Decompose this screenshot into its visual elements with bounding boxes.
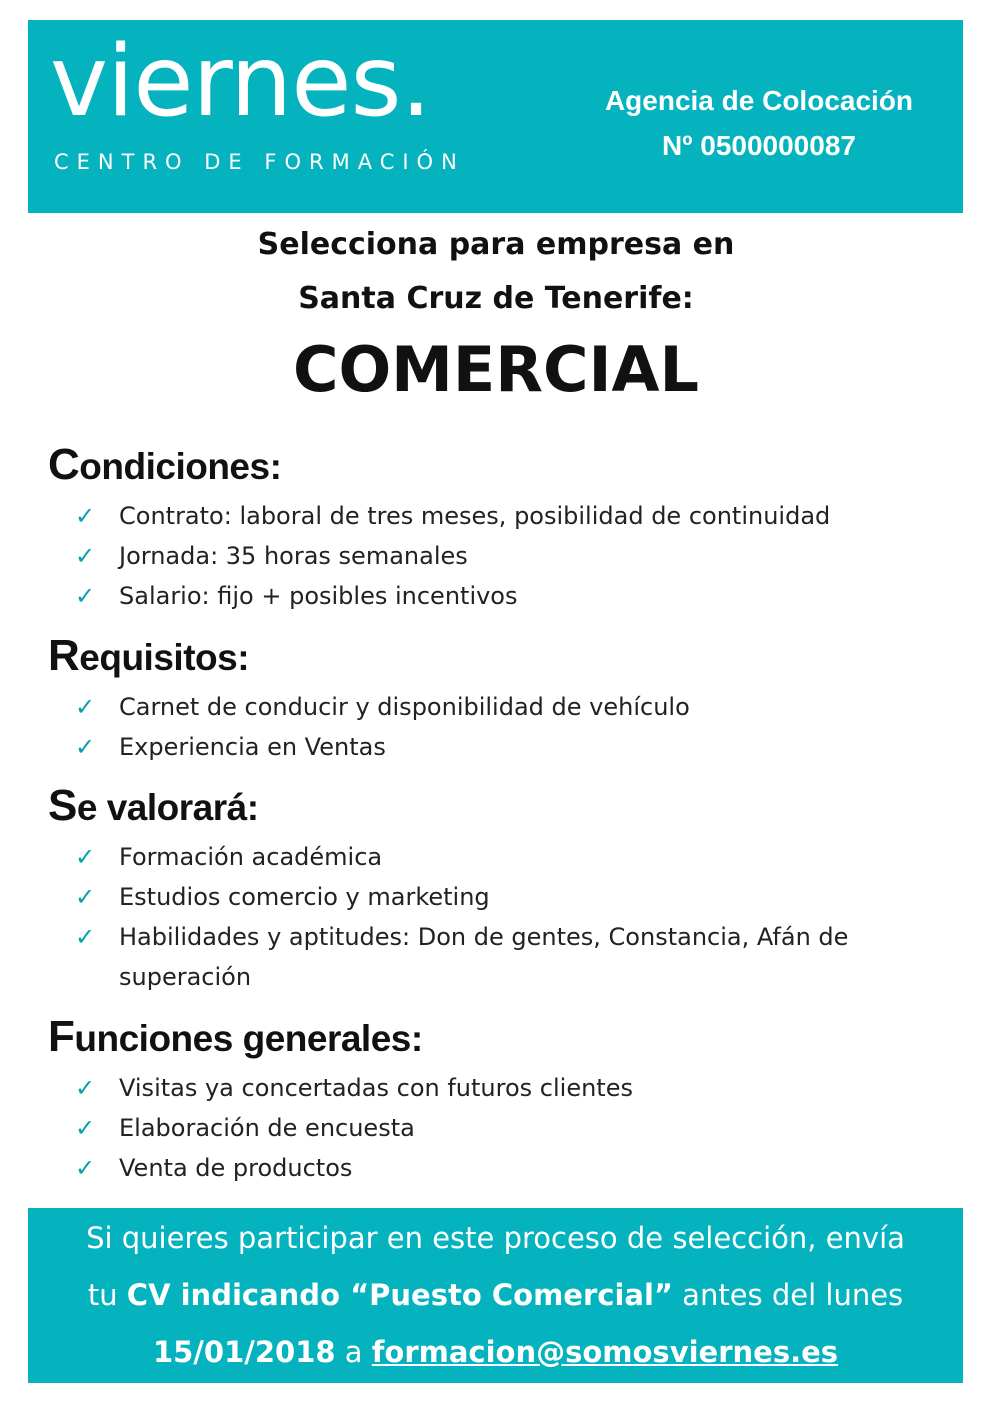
section-condiciones <box>48 442 948 616</box>
check-icon: ✓ <box>75 1114 96 1142</box>
list-item: ✓ Habilidades y aptitudes: Don de gentes, Constancia, Afán de superación <box>48 917 948 997</box>
section-requisitos <box>48 633 948 767</box>
check-icon: ✓ <box>75 542 96 570</box>
section-heading: Se valorará: <box>48 781 259 830</box>
header-banner <box>28 20 963 213</box>
deadline-date: 15/01/2018 <box>152 1335 336 1369</box>
check-icon: ✓ <box>75 733 96 761</box>
check-icon: ✓ <box>75 923 96 951</box>
list-item: ✓ Formación académica <box>48 837 948 877</box>
section-funciones-generales <box>48 1014 948 1188</box>
footer-line-2: tu CV indicando “Puesto Comercial” antes del lunes <box>87 1278 904 1312</box>
intro-text <box>0 218 992 326</box>
check-icon: ✓ <box>75 502 96 530</box>
section-se-valorara <box>48 783 948 997</box>
email-link[interactable]: formacion@somosviernes.es <box>371 1335 839 1369</box>
check-icon: ✓ <box>75 693 96 721</box>
intro-line-2: Santa Cruz de Tenerife: <box>298 281 694 316</box>
logo-wordmark: viernes. <box>50 25 431 139</box>
check-icon: ✓ <box>75 843 96 871</box>
valorara-list <box>48 837 948 997</box>
check-icon: ✓ <box>75 883 96 911</box>
logo-subtitle: CENTRO DE FORMACIÓN <box>54 150 465 174</box>
list-item: ✓ Experiencia en Ventas <box>48 727 948 767</box>
list-item: ✓ Estudios comercio y marketing <box>48 877 948 917</box>
list-item: ✓ Jornada: 35 horas semanales <box>48 536 948 576</box>
footer-line-3: 15/01/2018 a formacion@somosviernes.es <box>152 1335 839 1369</box>
check-icon: ✓ <box>75 582 96 610</box>
agency-info <box>568 78 950 168</box>
list-item: ✓ Carnet de conducir y disponibilidad de vehículo <box>48 687 948 727</box>
check-icon: ✓ <box>75 1154 96 1182</box>
agency-number: Nº 0500000087 <box>662 130 856 161</box>
list-item: ✓ Salario: fijo + posibles incentivos <box>48 576 948 616</box>
agency-name: Agencia de Colocación <box>604 85 914 116</box>
list-item: ✓ Venta de productos <box>48 1148 948 1188</box>
funciones-list <box>48 1068 948 1188</box>
section-heading: Funciones generales: <box>48 1012 423 1061</box>
list-item: ✓ Elaboración de encuesta <box>48 1108 948 1148</box>
condiciones-list <box>48 496 948 616</box>
requisitos-list <box>48 687 948 767</box>
intro-line-1: Selecciona para empresa en <box>257 227 735 262</box>
footer-banner <box>28 1208 963 1383</box>
cv-instruction: CV indicando “Puesto Comercial” <box>126 1278 673 1312</box>
list-item: ✓ Contrato: laboral de tres meses, posibilidad de continuidad <box>48 496 948 536</box>
section-heading: Requisitos: <box>48 631 250 680</box>
job-title: COMERCIAL <box>292 333 700 406</box>
check-icon: ✓ <box>75 1074 96 1102</box>
footer-line-1: Si quieres participar en este proceso de selección, envía <box>86 1221 905 1255</box>
list-item: ✓ Visitas ya concertadas con futuros clientes <box>48 1068 948 1108</box>
section-heading: Condiciones: <box>48 440 282 489</box>
